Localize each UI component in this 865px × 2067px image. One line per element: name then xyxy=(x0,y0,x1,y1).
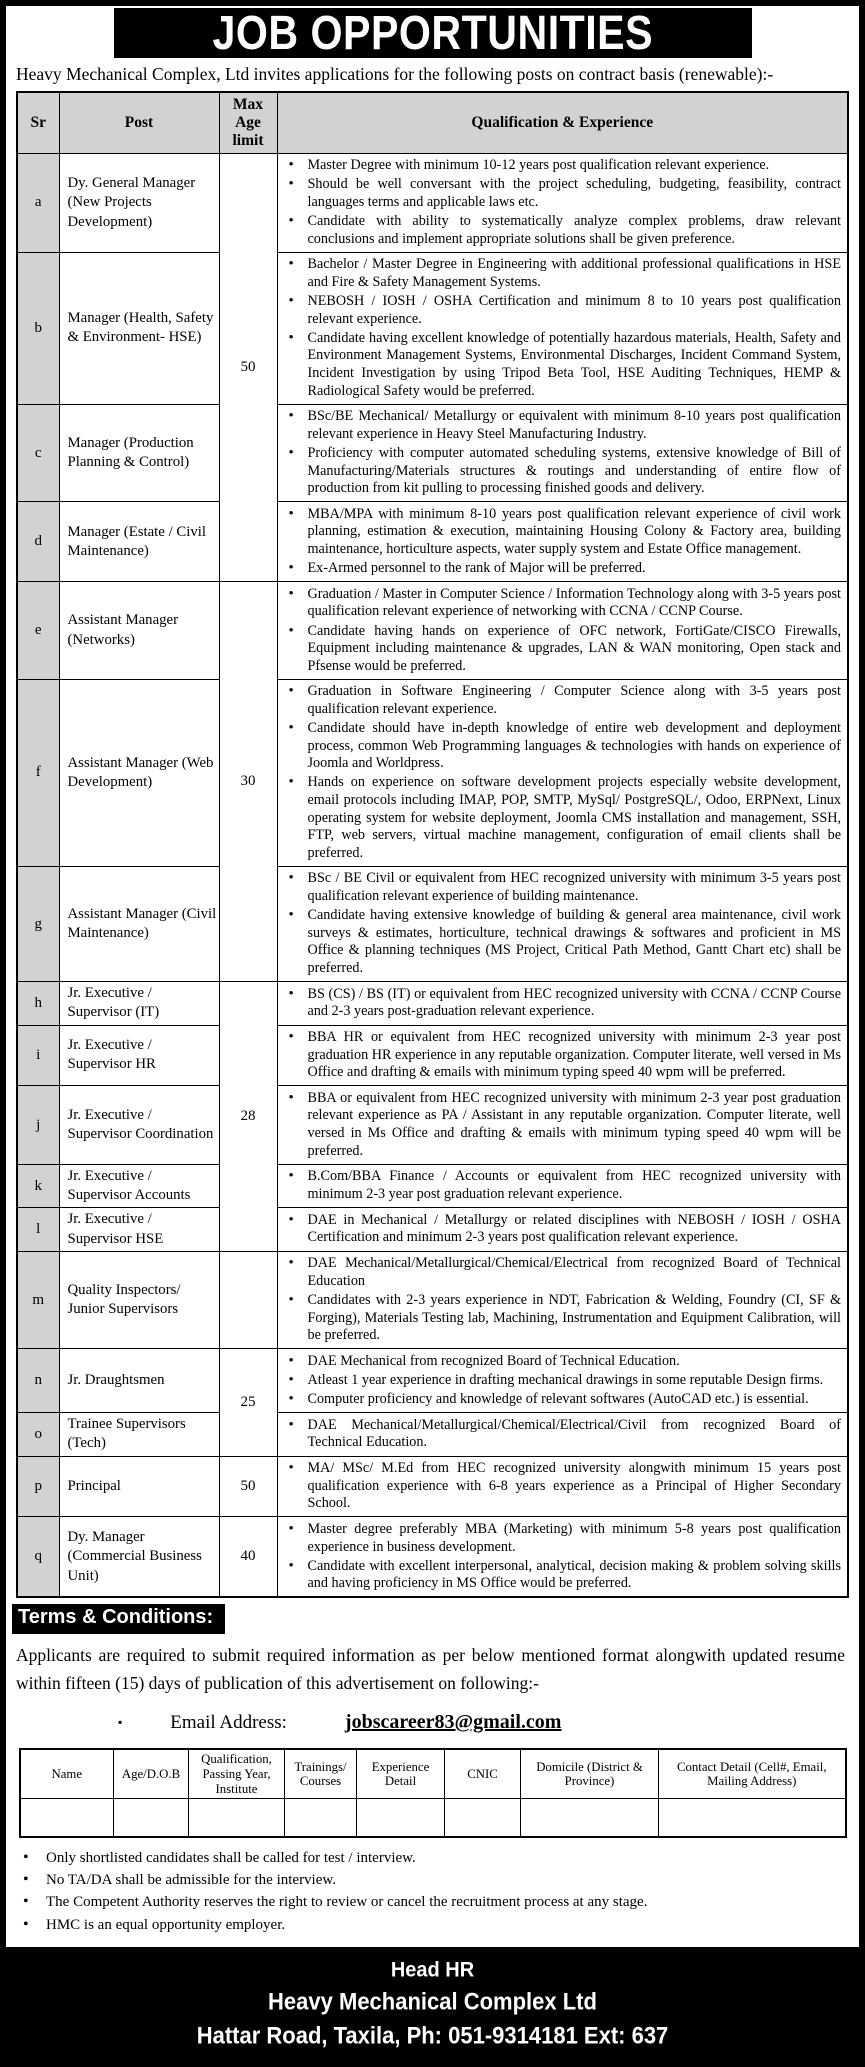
qualification-bullet: • DAE Mechanical/Metallurgical/Chemical/Electrical/Civil from recognized Board of Technical Education. xyxy=(278,1417,842,1452)
job-sr-cell: b xyxy=(17,252,59,404)
job-row-j xyxy=(17,1086,848,1164)
qualification-bullet: • Hands on experience on software development projects especially website development, email protocols including IMAP, POP, SMTP, MySql/ PostgreSQL/, Odoo, ERPNext, Linux operating system for website deployment, Joomla CMS installation and management, SSH, FTP, web servers, virtual machine management, configuration of email clients shall be preferred. xyxy=(278,774,842,862)
job-qualification-cell xyxy=(277,1025,848,1086)
job-row-l xyxy=(17,1208,848,1251)
job-qualification-cell xyxy=(277,1086,848,1164)
job-sr-cell: f xyxy=(17,679,59,866)
apply-instructions: Applicants are required to submit required information as per below mentioned format alongwith updated resume within fifteen (15) days of publication of this advertisement on following:- xyxy=(16,1645,845,1694)
qualification-bullet: • BBA HR or equivalent from HEC recognized university with minimum 2-3 year post graduation HR experience in any reputable organization. Computer literate, well versed in Ms Office and drafting & emails with minimum typing speed 40 wpm will be preferred. xyxy=(278,1029,842,1082)
terms-heading: Terms & Conditions: xyxy=(12,1604,225,1634)
qualification-bullet: • Candidate having hands on experience of OFC network, FortiGate/CISCO Firewalls, Equipment including maintenance & upgrades, LAN & WAN monitoring, Open stack and Pfsense would be preferred. xyxy=(278,623,842,676)
job-post-cell: Jr. Executive / Supervisor Accounts xyxy=(59,1164,219,1207)
job-sr-cell: n xyxy=(17,1349,59,1413)
qualification-bullet: • BSc / BE Civil or equivalent from HEC recognized university with minimum 3-5 years post qualification relevant experience of building maintenance. xyxy=(278,870,842,905)
job-post-cell: Jr. Executive / Supervisor HSE xyxy=(59,1208,219,1251)
job-post-cell: Trainee Supervisors (Tech) xyxy=(59,1413,219,1456)
form-col-header: CNIC xyxy=(445,1749,521,1799)
job-sr-cell: i xyxy=(17,1025,59,1086)
job-qualification-cell xyxy=(277,1517,848,1597)
footer-address: Hattar Road, Taxila, Ph: 051-9314181 Ext: 637 xyxy=(196,2021,669,2049)
job-row-k xyxy=(17,1164,848,1207)
job-sr-cell: e xyxy=(17,582,59,680)
email-label: Email Address: xyxy=(170,1712,287,1734)
qualification-list xyxy=(278,586,842,676)
application-format-table xyxy=(19,1748,847,1838)
job-qualification-cell xyxy=(277,502,848,582)
job-sr-cell: k xyxy=(17,1164,59,1207)
qualification-list xyxy=(278,870,842,977)
job-row-a xyxy=(17,153,848,252)
job-post-cell: Manager (Production Planning & Control) xyxy=(59,404,219,502)
job-qualification-cell xyxy=(277,1456,848,1517)
qualification-list xyxy=(278,1255,842,1345)
qualification-bullet: • BS (CS) / BS (IT) or equivalent from HEC recognized university with CCNA / CCNP Course and 2-3 years post-graduation relevant experience. xyxy=(278,986,842,1021)
job-sr-cell: q xyxy=(17,1517,59,1597)
col-header-qualification: Qualification & Experience xyxy=(277,92,848,154)
job-post-cell: Dy. General Manager (New Projects Development) xyxy=(59,153,219,252)
qualification-bullet: • Graduation / Master in Computer Science / Information Technology along with 3-5 years post qualification relevant experience of networking with CCNA / CCNP Course. xyxy=(278,586,842,621)
qualification-bullet: • Graduation in Software Engineering / Computer Science along with 3-5 years post qualification relevant experience. xyxy=(278,683,842,718)
qualification-bullet: • MA/ MSc/ M.Ed from HEC recognized university alongwith minimum 15 years post qualification experience with 6-8 years experience as a Principal of Higher Secondary School. xyxy=(278,1460,842,1513)
email-address-link[interactable]: jobscareer83@gmail.com xyxy=(344,1711,562,1734)
job-post-cell: Manager (Health, Safety & Environment- HSE) xyxy=(59,252,219,404)
job-post-cell: Jr. Executive / Supervisor (IT) xyxy=(59,982,219,1025)
footer xyxy=(6,1947,859,2061)
qualification-list xyxy=(278,1417,842,1452)
qualification-list xyxy=(278,1353,842,1409)
qualification-bullet: • Ex-Armed personnel to the rank of Major will be preferred. xyxy=(278,560,842,578)
note-item: • Only shortlisted candidates shall be called for test / interview. xyxy=(20,1847,859,1869)
job-qualification-cell xyxy=(277,153,848,252)
footer-head-hr: Head HR xyxy=(390,1958,475,1982)
job-row-o xyxy=(17,1413,848,1456)
qualification-bullet: • Candidate with ability to systematically analyze complex problems, draw relevant conclusions and implement appropriate solutions shall be given preference. xyxy=(278,213,842,248)
job-post-cell: Assistant Manager (Civil Maintenance) xyxy=(59,866,219,981)
job-age-cell: 40 xyxy=(219,1517,277,1597)
note-item: • The Competent Authority reserves the right to review or cancel the recruitment process at any stage. xyxy=(20,1891,859,1913)
qualification-bullet: • Master Degree with minimum 10-12 years post qualification relevant experience. xyxy=(278,157,842,175)
job-row-g xyxy=(17,866,848,981)
qualification-bullet: • Candidate having extensive knowledge of building & general area maintenance, civil work surveys & estimates, horticulture, technical drawings & softwares and proficient in MS Office & planning techniques (MS Project, Critical Path Method, Gantt Chart etc) shall be preferred. xyxy=(278,907,842,977)
qualification-bullet: • Bachelor / Master Degree in Engineering with additional professional qualifications in HSE and Fire & Safety Management Systems. xyxy=(278,256,842,291)
job-row-m xyxy=(17,1251,848,1349)
qualification-bullet: • B.Com/BBA Finance / Accounts or equivalent from HEC recognized university with minimum 2-3 year post graduation relevant experience. xyxy=(278,1168,842,1203)
job-row-b xyxy=(17,252,848,404)
col-header-post: Post xyxy=(59,92,219,154)
job-sr-cell: c xyxy=(17,404,59,502)
qualification-list xyxy=(278,506,842,578)
form-empty-cell xyxy=(445,1799,521,1837)
footer-company: Heavy Mechanical Complex Ltd xyxy=(268,1987,597,2015)
job-sr-cell: a xyxy=(17,153,59,252)
job-post-cell: Principal xyxy=(59,1456,219,1517)
qualification-list xyxy=(278,408,842,498)
note-item: • HMC is an equal opportunity employer. xyxy=(20,1914,859,1936)
qualification-bullet: • NEBOSH / IOSH / OSHA Certification and minimum 8 to 10 years post qualification relevant experience. xyxy=(278,293,842,328)
qualification-list xyxy=(278,256,842,400)
intro-text: Heavy Mechanical Complex, Ltd invites applications for the following posts on contract basis (renewable):- xyxy=(16,64,774,84)
jobs-table xyxy=(16,91,849,1598)
job-sr-cell: o xyxy=(17,1413,59,1456)
qualification-bullet: • DAE in Mechanical / Metallurgy or related disciplines with NEBOSH / IOSH / OSHA Certification and minimum 2-3 years post qualification relevant experience. xyxy=(278,1212,842,1247)
qualification-bullet: • Candidate having excellent knowledge of potentially hazardous materials, Health, Safety and Environment Management Systems, Environmental Discharges, Incident Command System, Incident Investigation by using Tripod Beta Tool, HSE Auditing Techniques, HEMP & Radiological Safety would be preferred. xyxy=(278,330,842,400)
qualification-list xyxy=(278,683,842,862)
job-qualification-cell xyxy=(277,252,848,404)
job-row-i xyxy=(17,1025,848,1086)
job-qualification-cell xyxy=(277,679,848,866)
job-age-cell xyxy=(219,1251,277,1349)
square-bullet-icon: ▪ xyxy=(118,1715,123,1730)
job-row-c xyxy=(17,404,848,502)
page-title: JOB OPPORTUNITIES xyxy=(212,5,653,60)
job-sr-cell: p xyxy=(17,1456,59,1517)
job-row-p xyxy=(17,1456,848,1517)
qualification-list xyxy=(278,1521,842,1593)
job-row-n xyxy=(17,1349,848,1413)
job-row-h xyxy=(17,982,848,1025)
qualification-list xyxy=(278,1212,842,1247)
job-qualification-cell xyxy=(277,1413,848,1456)
job-qualification-cell xyxy=(277,582,848,680)
job-post-cell: Dy. Manager (Commercial Business Unit) xyxy=(59,1517,219,1597)
title-banner xyxy=(114,5,752,60)
col-header-sr: Sr xyxy=(17,92,59,154)
qualification-bullet: • BSc/BE Mechanical/ Metallurgy or equivalent with minimum 8-10 years post qualification relevant experience in Heavy Steel Manufacturing Industry. xyxy=(278,408,842,443)
job-post-cell: Jr. Executive / Supervisor Coordination xyxy=(59,1086,219,1164)
qualification-bullet: • Atleast 1 year experience in drafting mechanical drawings in some reputable Design firms. xyxy=(278,1372,842,1390)
form-empty-row xyxy=(20,1799,846,1837)
job-age-cell: 30 xyxy=(219,582,277,982)
job-sr-cell: j xyxy=(17,1086,59,1164)
qualification-bullet: • Proficiency with computer automated scheduling systems, extensive knowledge of Bill of Manufacturing/Materials structures & routings and understanding of entire flow of production from kit pulling to processing finished goods and delivery. xyxy=(278,445,842,498)
job-post-cell: Jr. Draughtsmen xyxy=(59,1349,219,1413)
qualification-bullet: • MBA/MPA with minimum 8-10 years post qualification relevant experience of civil work planning, estimation & execution, maintaining Housing Colony & Factory area, building maintenance, horticulture aspects, water supply system and Estate Office management. xyxy=(278,506,842,559)
qualification-list xyxy=(278,1090,842,1160)
job-qualification-cell xyxy=(277,1251,848,1349)
qualification-bullet: • Candidate with excellent interpersonal, analytical, decision making & problem solving skills and having proficiency in MS Office would be preferred. xyxy=(278,1558,842,1593)
job-sr-cell: g xyxy=(17,866,59,981)
job-sr-cell: h xyxy=(17,982,59,1025)
form-empty-cell xyxy=(20,1799,114,1837)
qualification-list xyxy=(278,1460,842,1513)
job-sr-cell: l xyxy=(17,1208,59,1251)
qualification-list xyxy=(278,157,842,248)
form-empty-cell xyxy=(357,1799,445,1837)
job-age-cell: 28 xyxy=(219,982,277,1252)
qualification-bullet: • DAE Mechanical/Metallurgical/Chemical/Electrical from recognized Board of Technical Education xyxy=(278,1255,842,1290)
email-line xyxy=(118,1711,859,1734)
form-col-header: Name xyxy=(20,1749,114,1799)
job-row-f xyxy=(17,679,848,866)
job-row-q xyxy=(17,1517,848,1597)
job-post-cell: Jr. Executive / Supervisor HR xyxy=(59,1025,219,1086)
qualification-list xyxy=(278,1168,842,1203)
job-sr-cell: m xyxy=(17,1251,59,1349)
job-post-cell: Quality Inspectors/ Junior Supervisors xyxy=(59,1251,219,1349)
job-qualification-cell xyxy=(277,1208,848,1251)
job-sr-cell: d xyxy=(17,502,59,582)
job-qualification-cell xyxy=(277,1164,848,1207)
job-post-cell: Assistant Manager (Web Development) xyxy=(59,679,219,866)
job-post-cell: Manager (Estate / Civil Maintenance) xyxy=(59,502,219,582)
form-col-header: Age/D.O.B xyxy=(114,1749,189,1799)
job-post-cell: Assistant Manager (Networks) xyxy=(59,582,219,680)
qualification-bullet: • Candidate should have in-depth knowledge of entire web development and deployment process, common Web Programming languages & technologies with hands on experience of Joomla and Worldpress. xyxy=(278,720,842,773)
terms-section xyxy=(12,1604,847,1634)
job-row-d xyxy=(17,502,848,582)
qualification-list xyxy=(278,986,842,1021)
job-age-cell: 25 xyxy=(219,1349,277,1456)
form-col-header: Domicile (District & Province) xyxy=(521,1749,659,1799)
qualification-bullet: • Candidates with 2-3 years experience in NDT, Fabrication & Welding, Foundry (CI, SF & Forging), Materials Testing lab, Machining, Instrumentation and Equipment Calibration, will be preferred. xyxy=(278,1292,842,1345)
form-header-row xyxy=(20,1749,846,1799)
form-col-header: Trainings/ Courses xyxy=(285,1749,357,1799)
form-empty-cell xyxy=(659,1799,846,1837)
job-qualification-cell xyxy=(277,866,848,981)
job-age-cell: 50 xyxy=(219,1456,277,1517)
qualification-bullet: • BBA or equivalent from HEC recognized university with minimum 2-3 year post graduation relevant experience as PA / Assistant in any reputable organization. Computer literate, well versed in Ms Office and drafting & emails with minimum typing speed 40 wpm will be preferred. xyxy=(278,1090,842,1160)
form-col-header: Experience Detail xyxy=(357,1749,445,1799)
qualification-bullet: • Should be well conversant with the project scheduling, budgeting, feasibility, contract languages terms and applicable laws etc. xyxy=(278,176,842,211)
job-qualification-cell xyxy=(277,982,848,1025)
job-qualification-cell xyxy=(277,1349,848,1413)
notes-list xyxy=(20,1847,859,1936)
form-col-header: Qualification, Passing Year, Institute xyxy=(189,1749,285,1799)
note-item: • No TA/DA shall be admissible for the interview. xyxy=(20,1869,859,1891)
form-empty-cell xyxy=(521,1799,659,1837)
form-empty-cell xyxy=(114,1799,189,1837)
form-empty-cell xyxy=(189,1799,285,1837)
form-col-header: Contact Detail (Cell#, Email, Mailing Address) xyxy=(659,1749,846,1799)
job-row-e xyxy=(17,582,848,680)
qualification-bullet: • Computer proficiency and knowledge of relevant softwares (AutoCAD etc.) is essential. xyxy=(278,1391,842,1409)
form-empty-cell xyxy=(285,1799,357,1837)
qualification-list xyxy=(278,1029,842,1082)
job-age-cell: 50 xyxy=(219,153,277,581)
qualification-bullet: • DAE Mechanical from recognized Board of Technical Education. xyxy=(278,1353,842,1371)
col-header-age: Max Age limit xyxy=(219,92,277,154)
jobs-table-header-row xyxy=(17,92,848,154)
qualification-bullet: • Master degree preferably MBA (Marketing) with minimum 5-8 years post qualification experience in business development. xyxy=(278,1521,842,1556)
job-qualification-cell xyxy=(277,404,848,502)
